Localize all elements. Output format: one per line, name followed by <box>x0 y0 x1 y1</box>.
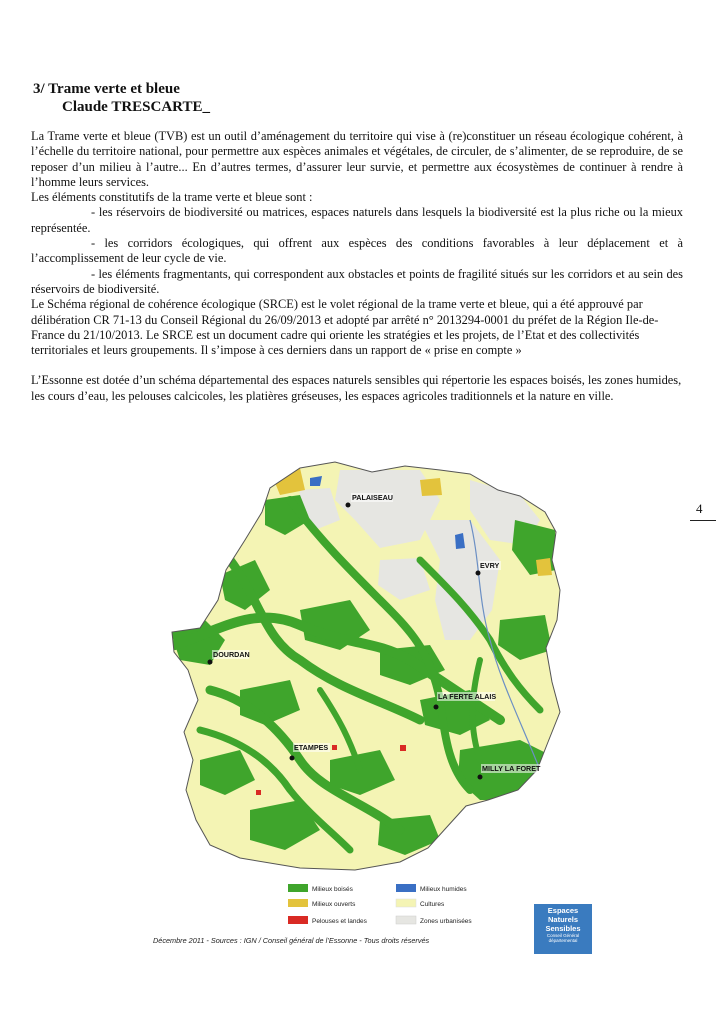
legend-label-ouverts: Milieux ouverts <box>312 901 356 908</box>
legend-swatch-boises <box>288 884 308 892</box>
legend-label-pelouses: Pelouses et landes <box>312 918 367 925</box>
section-title: 3/ Trame verte et bleue <box>33 81 180 97</box>
city-marker <box>434 705 439 710</box>
city-label-etampes: ETAMPES <box>294 743 329 752</box>
ens-logo: Espaces Naturels Sensibles Conseil Général départemental <box>534 904 592 954</box>
map-credit: Décembre 2011 - Sources : IGN / Conseil général de l’Essonne - Tous droits réservés <box>153 936 430 945</box>
list-item-corridors: - les corridors écologiques, qui offrent aux espèces des conditions favorables à leur déplacement et à l’accomplissement de leur cycle de vie. <box>31 236 683 266</box>
map-legend <box>288 884 472 925</box>
paragraph-essonne: L’Essonne est dotée d’un schéma départemental des espaces naturels sensibles qui répertorie les espaces boisés, les zones humides, les cours d’eau, les pelouses calcicoles, les platières gréseuses, les espaces agricoles traditionnels et la nature en ville. <box>31 373 682 403</box>
map-heathland <box>256 790 261 795</box>
paragraph-tvb: La Trame verte et bleue (TVB) est un outil d’aménagement du territoire qui vise à (re)constituer un réseau écologique cohérent, à l’échelle du territoire national, pour permettre aux espèces animales et végétales, de circuler, de s’alimenter, de se reproduire, de se reposer d’un milieu à l’autre... En d’autres termes, d’assurer leur survie, et permettre aux écosystèmes de continuer à rendre à l’homme leurs services. <box>31 129 683 189</box>
city-marker <box>478 775 483 780</box>
city-marker <box>208 660 213 665</box>
city-label-palaiseau: PALAISEAU <box>352 493 393 502</box>
legend-swatch-ouverts <box>288 899 308 907</box>
city-label-evry: EVRY <box>480 561 500 570</box>
map-open-area <box>536 558 552 576</box>
paragraph-elements: Les éléments constitutifs de la trame verte et bleue sont : <box>31 190 313 205</box>
legend-label-boises: Milieux boisés <box>312 886 353 893</box>
map-heathland <box>400 745 406 751</box>
city-marker <box>290 756 295 761</box>
city-marker <box>346 503 351 508</box>
page-number: 4 <box>696 501 703 516</box>
paragraph-srce: Le Schéma régional de cohérence écologique (SRCE) est le volet régional de la trame verte et bleue, qui a été approuvé par délibération CR 71-13 du Conseil Régional du 26/09/2013 et adopté par arrêté n° 2013294-0001 du préfet de la Région Ile-de-France du 21/10/2013. Le SRCE est un document cadre qui oriente les stratégies et les projets, de l’Etat et des collectivités territoriales et leurs groupements. Il s’impose à ces derniers dans un rapport de « prise en compte » <box>31 297 659 358</box>
city-label-milly-la-foret: MILLY LA FORET <box>482 764 541 773</box>
legend-label-urbain: Zones urbanisées <box>420 918 472 925</box>
legend-label-cultures: Cultures <box>420 901 445 908</box>
city-marker <box>476 571 481 576</box>
list-item-fragmentants: - les éléments fragmentants, qui correspondent aux obstacles et points de fragilité situés sur les corridors et au sein des réservoirs de biodiversité. <box>31 266 683 296</box>
legend-swatch-urbain <box>396 916 416 924</box>
legend-label-humides: Milieux humides <box>420 886 467 893</box>
map-open-area <box>420 478 442 496</box>
city-label-la-ferte-alais: LA FERTE ALAIS <box>438 692 497 701</box>
legend-swatch-pelouses <box>288 916 308 924</box>
legend-swatch-humides <box>396 884 416 892</box>
city-label-dourdan: DOURDAN <box>213 650 250 659</box>
author-name: Claude TRESCARTE_ <box>62 99 210 115</box>
map-heathland <box>332 745 337 750</box>
list-item-reservoirs: - les réservoirs de biodiversité ou matrices, espaces naturels dans lesquels la biodiversité est la plus riche ou la mieux représentée. <box>31 205 683 235</box>
legend-swatch-cultures <box>396 899 416 907</box>
